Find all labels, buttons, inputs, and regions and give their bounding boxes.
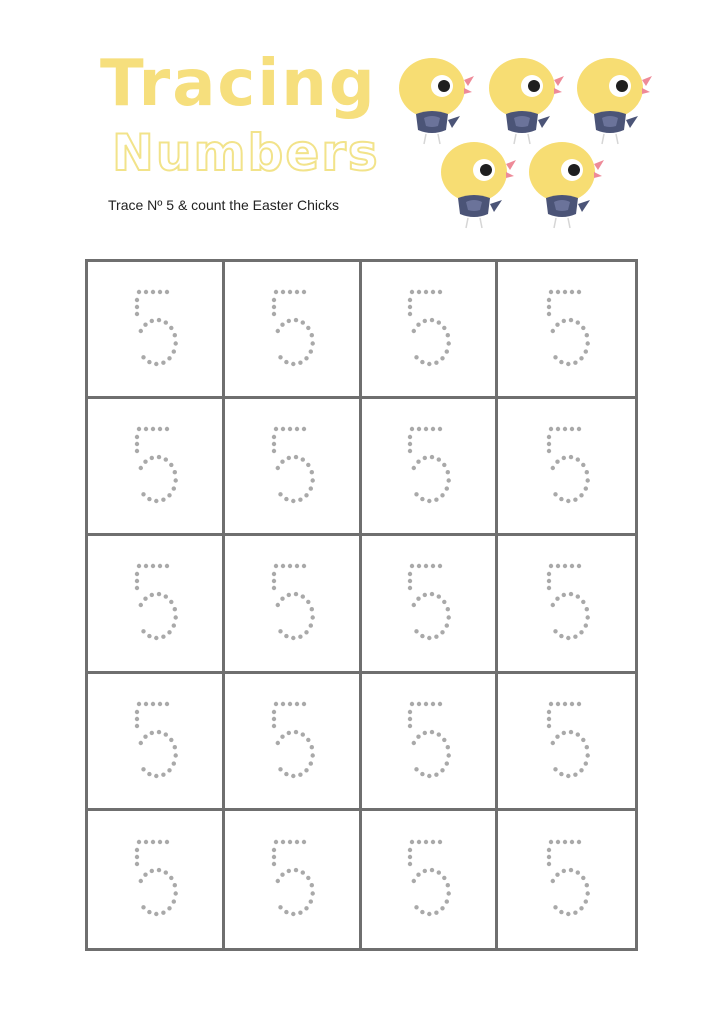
instruction-text: Trace Nº 5 & count the Easter Chicks	[108, 197, 340, 213]
tracing-cell	[88, 674, 225, 811]
dotted-number-5	[537, 558, 597, 648]
dotted-number-5	[125, 558, 185, 648]
page-subtitle: Numbers	[112, 124, 380, 182]
chick-icon	[568, 56, 652, 148]
dotted-number-5	[262, 284, 322, 374]
tracing-cell	[498, 262, 635, 399]
tracing-cell	[225, 262, 362, 399]
dotted-number-5	[537, 696, 597, 786]
tracing-cell	[88, 536, 225, 673]
dotted-number-5	[262, 558, 322, 648]
dotted-number-5	[537, 834, 597, 924]
tracing-cell	[498, 399, 635, 536]
chick-icon	[520, 140, 604, 232]
tracing-cell	[225, 536, 362, 673]
tracing-cell	[498, 811, 635, 948]
tracing-cell	[362, 399, 499, 536]
chick-icon	[390, 56, 474, 148]
tracing-cell	[362, 262, 499, 399]
dotted-number-5	[398, 421, 458, 511]
dotted-number-5	[125, 834, 185, 924]
dotted-number-5	[262, 421, 322, 511]
dotted-number-5	[398, 558, 458, 648]
tracing-cell	[225, 811, 362, 948]
tracing-cell	[362, 674, 499, 811]
tracing-cell	[225, 674, 362, 811]
dotted-number-5	[125, 696, 185, 786]
dotted-number-5	[398, 284, 458, 374]
chick-icon	[480, 56, 564, 148]
dotted-number-5	[537, 284, 597, 374]
chick-icon	[432, 140, 516, 232]
dotted-number-5	[125, 284, 185, 374]
dotted-number-5	[125, 421, 185, 511]
dotted-number-5	[398, 834, 458, 924]
tracing-cell	[88, 262, 225, 399]
tracing-cell	[88, 399, 225, 536]
page-title: Tracing	[100, 47, 377, 121]
tracing-grid	[85, 259, 638, 951]
dotted-number-5	[398, 696, 458, 786]
tracing-cell	[225, 399, 362, 536]
dotted-number-5	[262, 834, 322, 924]
easter-chicks-illustration	[380, 48, 660, 238]
tracing-cell	[362, 811, 499, 948]
tracing-cell	[88, 811, 225, 948]
dotted-number-5	[537, 421, 597, 511]
tracing-cell	[362, 536, 499, 673]
tracing-cell	[498, 674, 635, 811]
tracing-cell	[498, 536, 635, 673]
dotted-number-5	[262, 696, 322, 786]
